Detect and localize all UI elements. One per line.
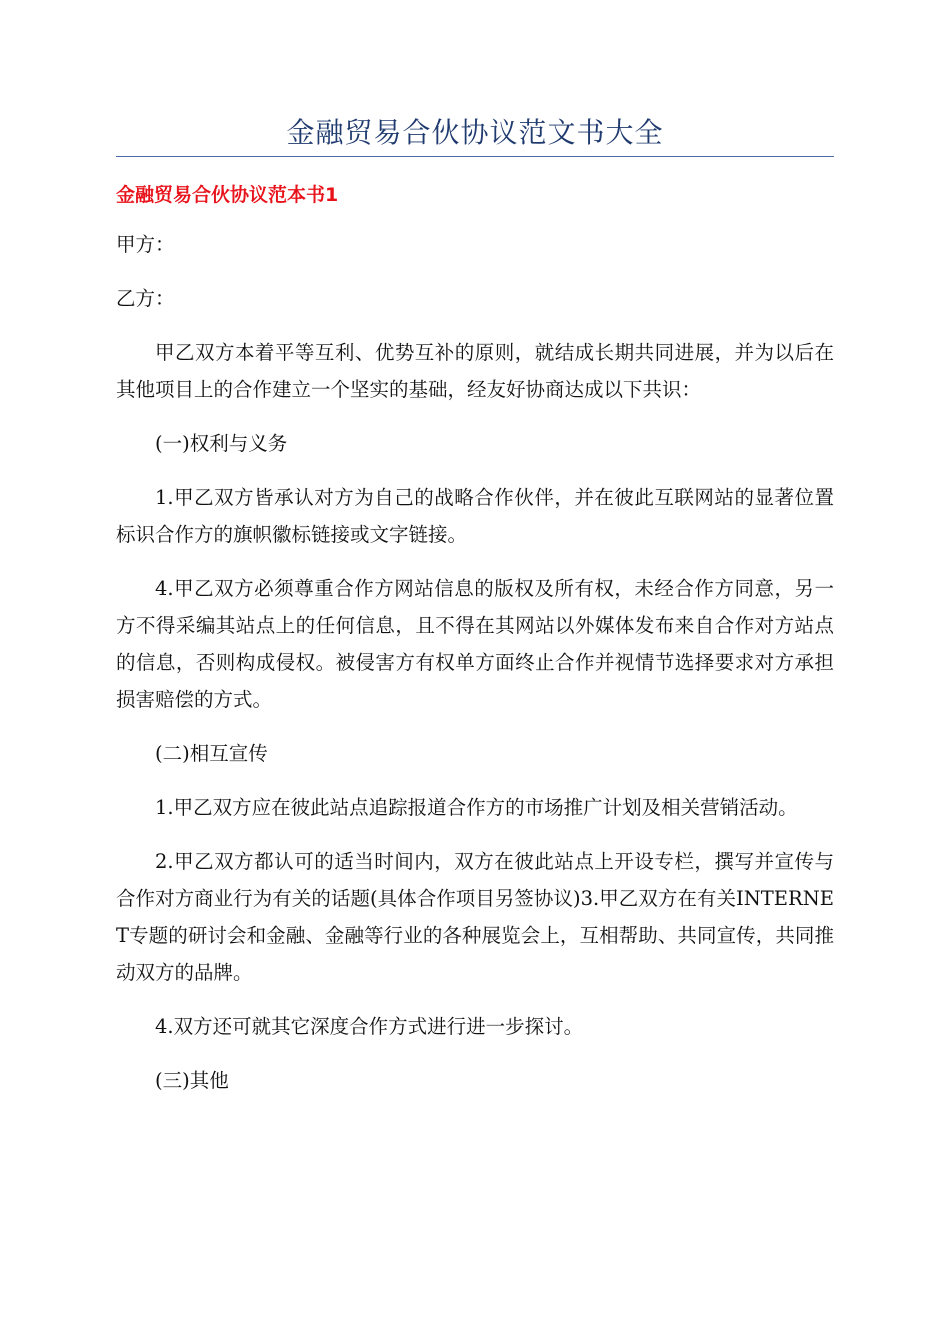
clause-heading-rights: (一)权利与义务 xyxy=(155,432,288,455)
clause-heading-promotion: (二)相互宣传 xyxy=(155,742,268,765)
paragraph-rights-4: 4.甲乙双方必须尊重合作方网站信息的版权及所有权，未经合作方同意，另一方不得采编其站点上的任何信息，且不得在其网站以外媒体发布来自合作对方站点的信息，否则构成侵权。被侵害方有权单方面终止合作并视情节选择要求对方承担损害赔偿的方式。 xyxy=(116,577,834,711)
paragraph-promotion-1: 1.甲乙双方应在彼此站点追踪报道合作方的市场推广计划及相关营销活动。 xyxy=(155,796,798,819)
paragraph-preamble: 甲乙双方本着平等互利、优势互补的原则，就结成长期共同进展，并为以后在其他项目上的合作建立一个坚实的基础，经友好协商达成以下共识： xyxy=(116,341,834,401)
document-body xyxy=(116,226,834,1116)
paragraph-promotion-2: 2.甲乙双方都认可的适当时间内，双方在彼此站点上开设专栏，撰写并宣传与合作对方商业行为有关的话题(具体合作项目另签协议)3.甲乙双方在有关INTERNET专题的研讨会和金融、金融等行业的各种展览会上，互相帮助、共同宣传，共同推动双方的品牌。 xyxy=(116,850,834,984)
document-title: 金融贸易合伙协议范文书大全 xyxy=(286,116,664,149)
paragraph-rights-1: 1.甲乙双方皆承认对方为自己的战略合作伙伴，并在彼此互联网站的显著位置标识合作方的旗帜徽标链接或文字链接。 xyxy=(116,486,834,546)
section-heading: 金融贸易合伙协议范本书1 xyxy=(116,184,339,206)
paragraph-promotion-4: 4.双方还可就其它深度合作方式进行进一步探讨。 xyxy=(155,1015,584,1038)
title-divider xyxy=(116,156,834,157)
paragraph-party-b: 乙方： xyxy=(116,287,175,310)
clause-heading-other: (三)其他 xyxy=(155,1069,229,1092)
paragraph-party-a: 甲方： xyxy=(116,233,175,256)
